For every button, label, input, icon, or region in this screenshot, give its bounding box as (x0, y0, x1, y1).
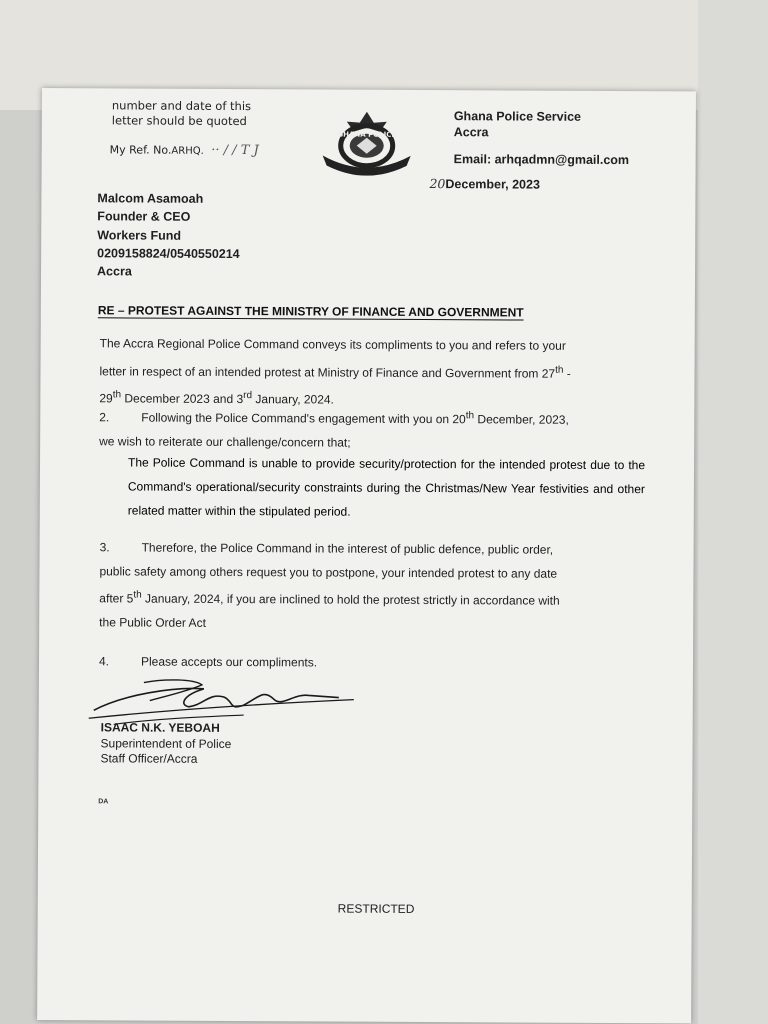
paragraph-1-line-1: The Accra Regional Police Command conveys its compliments to you and refers to your (99, 336, 566, 353)
paragraph-1-line-3: 29th December 2023 and 3rd January, 2024. (99, 389, 334, 407)
reference-note (112, 98, 251, 129)
addressee-name: Malcom Asamoah (97, 191, 204, 206)
paragraph-4 (99, 650, 317, 675)
paragraph-4-text: Please accepts our compliments. (140, 654, 318, 670)
paragraph-2-number: 2. (99, 410, 110, 425)
paragraph-3-line-2: public safety among others request you to postpone, your intended protest to any date (99, 563, 558, 581)
signatory-block (100, 720, 231, 767)
paragraph-3-line-4: the Public Order Act (99, 614, 206, 630)
paragraph-2-line-1: 2. Following the Police Command's engagement with you on 20th December, 2023, (99, 402, 644, 432)
paragraph-3 (99, 536, 645, 637)
letter-page (37, 88, 696, 1023)
seal-text: GHANA POLICE (337, 130, 397, 139)
classification-footer: RESTRICTED (337, 901, 415, 916)
letter-subject: RE – PROTEST AGAINST THE MINISTRY OF FINANCE AND GOVERNMENT (97, 303, 524, 320)
paragraph-1-line-2: letter in respect of an intended protest at Ministry of Finance and Government from 27th - (99, 363, 571, 381)
quoted-concern: The Police Command is unable to provide security/protection for the intended protest due to the Command's operational/security constraints during the Christmas/New Year festivities and other related matter within the stipulated period. (127, 455, 646, 519)
typist-initials: DA (98, 798, 109, 806)
organisation-block (454, 108, 581, 141)
paragraph-2-line-2: we wish to reiterate our challenge/concern that; (99, 433, 351, 450)
reference-handwritten: ·· / / T J (211, 142, 259, 159)
reference-label: My Ref. No. (109, 143, 172, 157)
paragraph-3-number: 3. (99, 540, 110, 555)
addressee-city: Accra (97, 264, 132, 279)
reference-number (110, 142, 259, 158)
organisation-city: Accra (453, 125, 489, 140)
date-printed: December, 2023 (445, 177, 540, 192)
addressee-organisation: Workers Fund (97, 227, 182, 243)
paragraph-4-number: 4. (98, 654, 110, 669)
addressee-phone: 0209158824/0540550214 (97, 246, 240, 261)
reference-code: ARHQ. (171, 145, 204, 157)
addressee-title: Founder & CEO (97, 209, 191, 225)
paragraph-1 (99, 332, 644, 413)
addressee-block (97, 189, 240, 281)
signatory-name: ISAAC N.K. YEBOAH (100, 720, 220, 735)
organisation-email: Email: arhqadmn@gmail.com (453, 152, 630, 168)
date-handwritten-day: 20 (429, 176, 446, 192)
background-wall (698, 0, 768, 1024)
organisation-name: Ghana Police Service (453, 109, 582, 124)
reference-note-line-2: letter should be quoted (111, 113, 247, 129)
police-seal-icon (317, 107, 417, 176)
paragraph-3-line-1: 3. Therefore, the Police Command in the interest of public defence, public order, (100, 536, 645, 562)
signatory-position: Staff Officer/Accra (100, 751, 198, 766)
paragraph-3-line-3: after 5th January, 2024, if you are inclined to hold the protest strictly in accordance with (99, 589, 560, 608)
reference-note-line-1: number and date of this (111, 98, 252, 114)
signatory-rank: Superintendent of Police (100, 735, 232, 751)
paragraph-2 (99, 402, 644, 456)
letter-date (429, 176, 539, 192)
